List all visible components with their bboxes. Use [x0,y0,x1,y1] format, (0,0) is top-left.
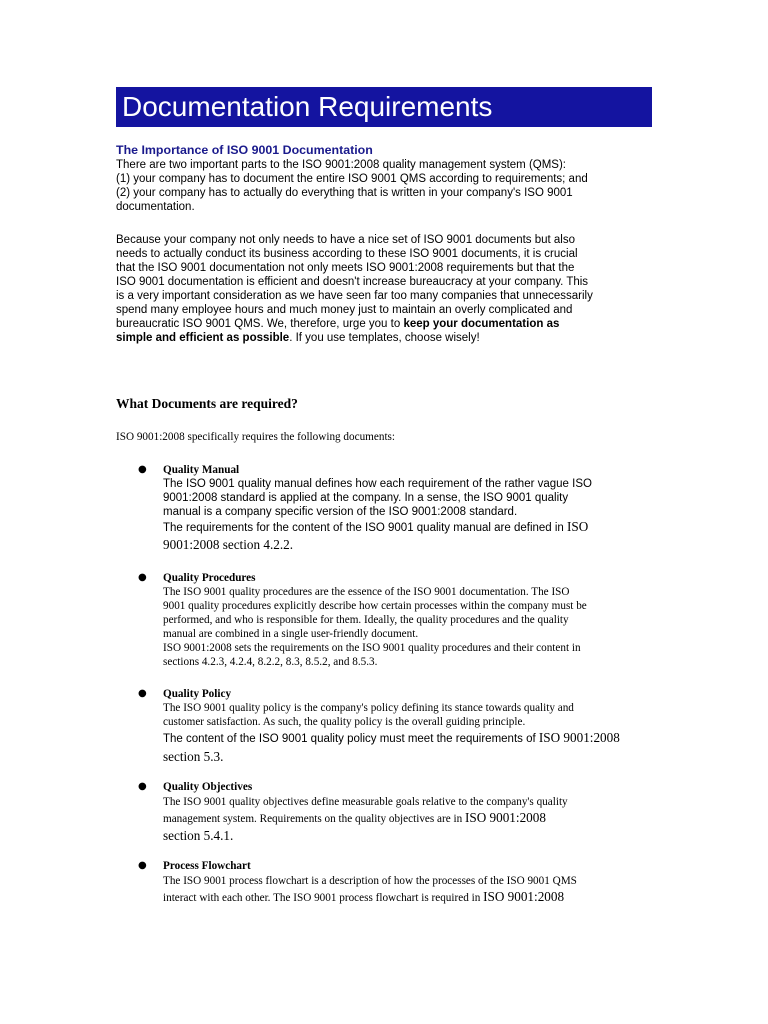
bullet-icon: ● [138,781,147,792]
list-item-title: Process Flowchart [163,860,251,872]
text-line: 9001:2008 standard is applied at the company. In a sense, the ISO 9001 quality [163,492,569,504]
text-run: management system. Requirements on the quality objectives are in [163,813,465,825]
text-line: There are two important parts to the ISO 9001:2008 quality management system (QMS): [116,159,566,171]
text-run: ISO [567,519,589,534]
text-line: The ISO 9001 process flowchart is a description of how the processes of the ISO 9001 QMS [163,875,577,887]
text-line: ISO 9001 documentation is efficient and doesn't increase bureaucracy at your company. This [116,276,589,288]
page-title: Documentation Requirements [116,87,652,127]
text-line: section 5.4.1. [163,828,234,843]
importance-heading: The Importance of ISO 9001 Documentation [116,143,373,157]
importance-paragraph-1 [116,158,676,214]
list-item-title: Quality Manual [163,464,240,476]
text-run: interact with each other. The ISO 9001 process flowchart is required in [163,892,484,904]
text-line: that the ISO 9001 documentation not only meets ISO 9001:2008 requirements but that the [116,262,575,274]
text-line: spend many employee hours and much money just to maintain an overly complicated and [116,304,573,316]
list-item-title: Quality Policy [163,688,232,700]
text-run: . If you use templates, choose wisely! [289,332,480,344]
required-heading: What Documents are required? [116,396,298,411]
bullet-icon: ● [138,860,147,871]
emphasis-text: simple and efficient as possible [116,332,290,344]
text-line: manual is a company specific version of the ISO 9001:2008 standard. [163,506,518,518]
text-line: (1) your company has to document the entire ISO 9001 QMS according to requirements; and [116,173,588,185]
text-run: The requirements for the content of the ISO 9001 quality manual are defined in [163,522,568,534]
text-line: needs to actually conduct its business according to these ISO 9001 documents, it is crucial [116,248,578,260]
text-line: The ISO 9001 quality procedures are the essence of the ISO 9001 documentation. The ISO [163,586,570,598]
text-run: bureaucratic ISO 9001 QMS. We, therefore, urge you to [116,318,404,330]
text-line: The ISO 9001 quality objectives define measurable goals relative to the company's quality [163,796,568,808]
text-line: performed, and who is responsible for them. Ideally, the quality procedures and the quality [163,614,569,626]
text-line: is a very important consideration as we have seen far too many companies that unnecessarily [116,290,593,302]
text-run: ISO 9001:2008 [464,810,546,825]
text-line: documentation. [116,201,195,213]
text-line: The ISO 9001 quality manual defines how each requirement of the rather vague ISO [163,478,592,490]
text-line [163,519,683,536]
text-run: ISO 9001:2008 [538,730,620,745]
bullet-icon: ● [138,464,147,475]
required-intro: ISO 9001:2008 specifically requires the following documents: [116,431,396,443]
text-line: The ISO 9001 quality policy is the company's policy defining its stance towards quality and [163,702,574,714]
text-line: manual are combined in a single user-friendly document. [163,628,419,640]
text-line: 9001:2008 section 4.2.2. [163,537,294,552]
bullet-icon: ● [138,572,147,583]
text-line: 9001 quality procedures explicitly describe how certain processes within the company must be [163,600,587,612]
text-run: The content of the ISO 9001 quality policy must meet the requirements of [163,733,539,745]
text-line: sections 4.2.3, 4.2.4, 8.2.2, 8.3, 8.5.2, and 8.5.3. [163,656,378,668]
importance-paragraph-2 [116,233,676,345]
text-line [163,810,683,827]
list-item-title: Quality Objectives [163,781,253,793]
bullet-icon: ● [138,688,147,699]
list-item-title: Quality Procedures [163,572,256,584]
text-line: customer satisfaction. As such, the quality policy is the overall guiding principle. [163,716,526,728]
emphasis-text: keep your documentation as [403,318,560,330]
text-line [163,729,683,748]
text-line: section 5.3. [163,749,224,764]
text-line [163,889,683,906]
text-line [116,331,676,345]
text-run: ISO 9001:2008 [483,889,565,904]
text-line [116,317,676,331]
text-line: Because your company not only needs to have a nice set of ISO 9001 documents but also [116,234,576,246]
text-line: (2) your company has to actually do everything that is written in your company's ISO 9001 [116,187,573,199]
text-line: ISO 9001:2008 sets the requirements on the ISO 9001 quality procedures and their content in [163,642,581,654]
